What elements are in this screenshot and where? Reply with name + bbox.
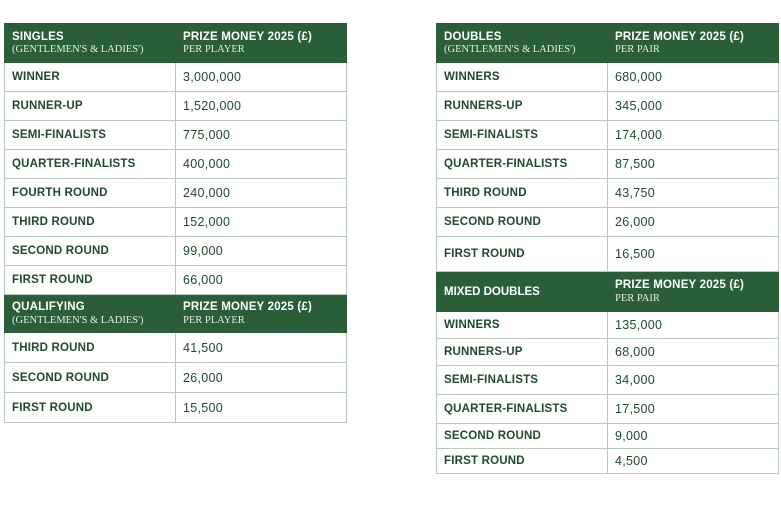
table-row: [5, 92, 347, 121]
mixed-header-cell: [437, 272, 608, 312]
round-label: SEMI-FINALISTS: [5, 121, 176, 150]
singles-prize-header-cell: [176, 24, 347, 63]
qualifying-prize-header-subtitle: PER PLAYER: [183, 314, 245, 326]
prize-value: 17,500: [608, 395, 779, 424]
prize-value: 345,000: [608, 92, 779, 121]
prize-value: 16,500: [608, 237, 779, 272]
qualifying-prize-header-cell: [176, 295, 347, 333]
prize-value: 9,000: [608, 424, 779, 449]
singles-prize-header-subtitle: PER PLAYER: [183, 44, 245, 56]
prize-value: 26,000: [608, 208, 779, 237]
round-label: QUARTER-FINALISTS: [437, 395, 608, 424]
qualifying-prize-header-title: PRIZE MONEY 2025 (£): [183, 301, 313, 314]
round-label: QUARTER-FINALISTS: [437, 150, 608, 179]
prize-value: 41,500: [176, 333, 347, 363]
table-row: [5, 237, 347, 266]
singles-header-cell: [5, 24, 176, 63]
round-label: FIRST ROUND: [5, 266, 176, 295]
table-row: [437, 366, 779, 395]
prize-value: 400,000: [176, 150, 347, 179]
prize-value: 152,000: [176, 208, 347, 237]
table-row: [437, 150, 779, 179]
round-label: THIRD ROUND: [437, 179, 608, 208]
round-label: SECOND ROUND: [5, 237, 176, 266]
mixed-prize-header-subtitle: PER PAIR: [615, 292, 660, 304]
prize-value: 680,000: [608, 63, 779, 92]
round-label: FIRST ROUND: [5, 393, 176, 423]
prize-value: 26,000: [176, 363, 347, 393]
round-label: THIRD ROUND: [5, 333, 176, 363]
qualifying-header-cell: [5, 295, 176, 333]
prize-value: 240,000: [176, 179, 347, 208]
round-label: WINNERS: [437, 63, 608, 92]
doubles-header-cell: [437, 24, 608, 63]
qualifying-header-subtitle: (GENTLEMEN'S & LADIES'): [12, 314, 144, 326]
round-label: SEMI-FINALISTS: [437, 366, 608, 395]
table-row: [437, 237, 779, 272]
prize-value: 135,000: [608, 312, 779, 339]
prize-value: 3,000,000: [176, 63, 347, 92]
table-row: [437, 395, 779, 424]
doubles-prize-header-title: PRIZE MONEY 2025 (£): [615, 30, 745, 43]
round-label: WINNERS: [437, 312, 608, 339]
qualifying-header-row: [5, 295, 347, 333]
table-row: [437, 339, 779, 366]
round-label: RUNNER-UP: [5, 92, 176, 121]
prize-value: 15,500: [176, 393, 347, 423]
prize-value: 174,000: [608, 121, 779, 150]
round-label: FIRST ROUND: [437, 237, 608, 272]
table-row: [5, 150, 347, 179]
mixed-header-title: MIXED DOUBLES: [444, 286, 540, 299]
table-row: [5, 63, 347, 92]
round-label: FOURTH ROUND: [5, 179, 176, 208]
table-row: [5, 179, 347, 208]
round-label: RUNNERS-UP: [437, 92, 608, 121]
doubles-header-row: [437, 24, 779, 63]
doubles-prize-header-cell: [608, 24, 779, 63]
table-row: [5, 363, 347, 393]
table-row: [5, 393, 347, 423]
table-row: [5, 121, 347, 150]
table-row: [437, 208, 779, 237]
doubles-prize-table: [436, 23, 779, 474]
prize-value: 43,750: [608, 179, 779, 208]
singles-header-title: SINGLES: [12, 30, 64, 43]
singles-prize-header-title: PRIZE MONEY 2025 (£): [183, 30, 313, 43]
prize-value: 66,000: [176, 266, 347, 295]
prize-value: 68,000: [608, 339, 779, 366]
round-label: SECOND ROUND: [5, 363, 176, 393]
round-label: SEMI-FINALISTS: [437, 121, 608, 150]
table-row: [437, 63, 779, 92]
table-row: [437, 312, 779, 339]
round-label: SECOND ROUND: [437, 424, 608, 449]
prize-value: 775,000: [176, 121, 347, 150]
prize-value: 99,000: [176, 237, 347, 266]
doubles-prize-header-subtitle: PER PAIR: [615, 44, 660, 56]
singles-header-row: [5, 24, 347, 63]
round-label: FIRST ROUND: [437, 449, 608, 474]
mixed-header-row: [437, 272, 779, 312]
table-row: [437, 179, 779, 208]
table-row: [437, 449, 779, 474]
doubles-header-title: DOUBLES: [444, 30, 502, 43]
mixed-prize-header-title: PRIZE MONEY 2025 (£): [615, 279, 745, 292]
table-row: [5, 333, 347, 363]
table-row: [437, 92, 779, 121]
qualifying-header-title: QUALIFYING: [12, 301, 85, 314]
round-label: RUNNERS-UP: [437, 339, 608, 366]
singles-prize-table: [4, 23, 347, 423]
round-label: WINNER: [5, 63, 176, 92]
table-row: [5, 208, 347, 237]
mixed-prize-header-cell: [608, 272, 779, 312]
prize-value: 34,000: [608, 366, 779, 395]
table-row: [437, 121, 779, 150]
table-row: [437, 424, 779, 449]
table-row: [5, 266, 347, 295]
singles-header-subtitle: (GENTLEMEN'S & LADIES'): [12, 44, 144, 56]
round-label: THIRD ROUND: [5, 208, 176, 237]
prize-value: 4,500: [608, 449, 779, 474]
doubles-header-subtitle: (GENTLEMEN'S & LADIES'): [444, 44, 576, 56]
prize-value: 87,500: [608, 150, 779, 179]
round-label: SECOND ROUND: [437, 208, 608, 237]
round-label: QUARTER-FINALISTS: [5, 150, 176, 179]
prize-value: 1,520,000: [176, 92, 347, 121]
